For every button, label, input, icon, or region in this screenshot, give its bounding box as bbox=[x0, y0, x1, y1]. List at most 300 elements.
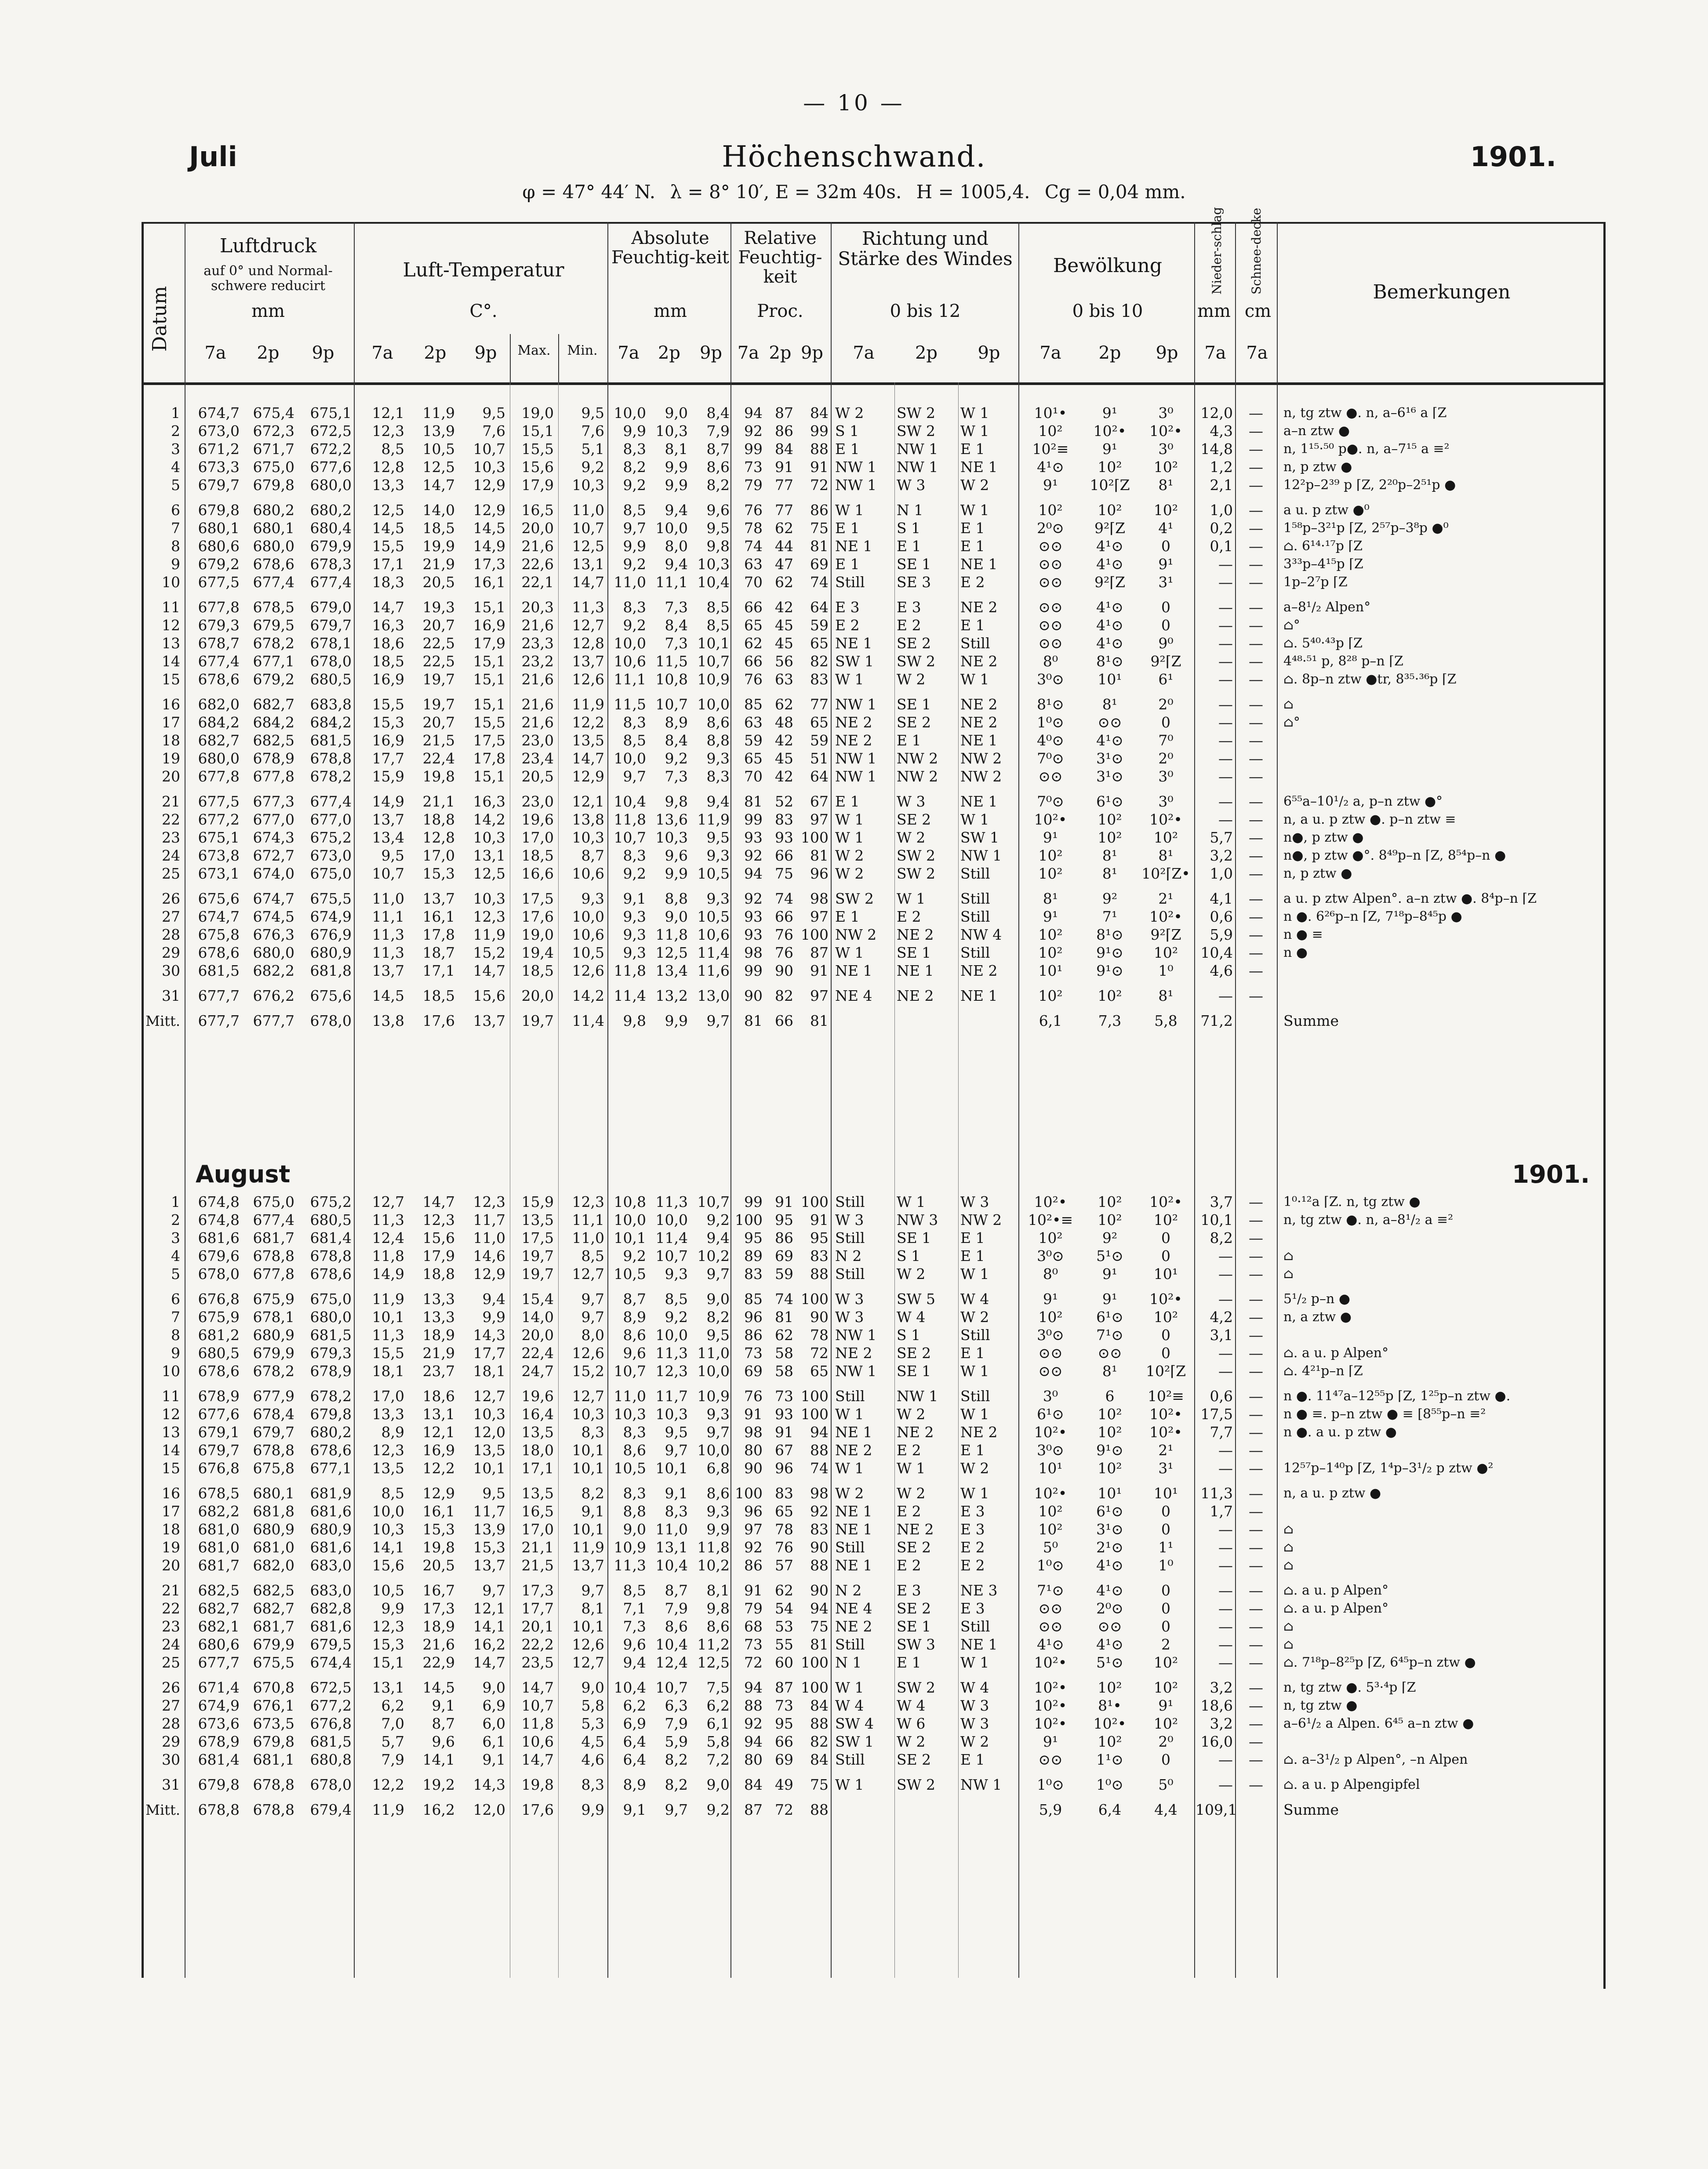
cell-lp-9p: 681,8 bbox=[310, 962, 352, 979]
header-bew-unit: 0 bis 10 bbox=[1072, 301, 1143, 321]
cell-wind-7a: W 1 bbox=[835, 501, 864, 519]
cell-abs-7a: 9,3 bbox=[623, 908, 646, 925]
cell-rel-9p: 74 bbox=[810, 574, 829, 591]
cell-rel-2p: 83 bbox=[775, 811, 793, 828]
cell-abs-9p: 10,1 bbox=[697, 635, 730, 652]
cell-day: 28 bbox=[162, 926, 180, 943]
header-temperatur-unit: C°. bbox=[469, 301, 498, 321]
cell-bemerkung: n, a ztw ● bbox=[1283, 1309, 1352, 1325]
cell-rel-7a: 99 bbox=[744, 440, 763, 458]
cell-rel-2p: 82 bbox=[775, 987, 793, 1004]
cell-t-7a: 14,9 bbox=[372, 793, 404, 810]
cell-rel-2p: 62 bbox=[775, 696, 793, 713]
cell-bew-7a: ⊙⊙ bbox=[1038, 1344, 1063, 1362]
cell-abs-2p: 11,3 bbox=[655, 1193, 688, 1210]
cell-t-2p: 15,3 bbox=[422, 1521, 455, 1538]
cell-abs-2p: 11,3 bbox=[655, 1344, 688, 1362]
header-luftdruck-sub: auf 0° und Normal-schwere reducirt bbox=[204, 263, 333, 294]
cell-t-7a: 13,5 bbox=[372, 1460, 404, 1477]
cell-wind-9p: W 1 bbox=[960, 671, 989, 688]
cell-abs-7a: 8,3 bbox=[623, 1485, 646, 1502]
cell-rel-9p: 81 bbox=[810, 538, 829, 555]
cell-t-min: 12,7 bbox=[572, 1265, 604, 1283]
cell-rel-2p: 91 bbox=[775, 1193, 793, 1210]
cell-t-max: 16,4 bbox=[521, 1406, 554, 1423]
cell-wind-2p: SW 2 bbox=[897, 865, 936, 882]
cell-lp-2p: 678,2 bbox=[253, 635, 294, 652]
cell-day: 15 bbox=[162, 1460, 180, 1477]
cell-bew-7a: 10² bbox=[1038, 926, 1063, 943]
cell-t-7a: 12,1 bbox=[372, 404, 404, 421]
cell-bemerkung: 1p–2⁷p ⌈Z bbox=[1283, 574, 1348, 590]
cell-wind-2p: NE 1 bbox=[897, 962, 934, 979]
cell-t-7a: 13,7 bbox=[372, 811, 404, 828]
cell-rel-9p: 97 bbox=[810, 811, 829, 828]
cell-niederschlag: 18,6 bbox=[1200, 1697, 1233, 1714]
cell-lp-7a: 673,6 bbox=[198, 1715, 240, 1732]
cell-t-max: 21,6 bbox=[521, 538, 554, 555]
cell-lp-9p: 679,8 bbox=[310, 1406, 352, 1423]
cell-t-max: 15,5 bbox=[521, 440, 554, 458]
cell-bew-9p: 10² bbox=[1153, 501, 1178, 519]
cell-abs-2p: 11,1 bbox=[655, 574, 688, 591]
cell-bew-2p: 9² bbox=[1102, 1229, 1118, 1246]
cell-abs-9p: 10,9 bbox=[697, 671, 730, 688]
cell-t-min: 7,6 bbox=[581, 422, 604, 440]
cell-t-2p: 13,7 bbox=[422, 890, 455, 907]
cell-lp-2p: 676,3 bbox=[253, 926, 294, 943]
cell-bemerkung: n ● ≡. p–n ztw ● ≡ [8⁵⁵p–n ≡² bbox=[1283, 1406, 1486, 1422]
cell-abs-2p: 8,2 bbox=[665, 1776, 688, 1793]
cell-t-max: 19,7 bbox=[521, 1265, 554, 1283]
cell-lp-7a: 681,2 bbox=[198, 1326, 240, 1344]
cell-abs-2p: 11,5 bbox=[655, 653, 688, 670]
cell-bew-9p: 10²• bbox=[1149, 811, 1182, 828]
cell-t-min: 5,1 bbox=[581, 440, 604, 458]
cell-t-max: 16,5 bbox=[521, 501, 554, 519]
cell-rel-2p: 83 bbox=[775, 1485, 793, 1502]
cell-schneedecke: — bbox=[1249, 768, 1263, 785]
cell-lp-2p: 678,2 bbox=[253, 1362, 294, 1380]
cell-abs-7a: 8,9 bbox=[623, 1776, 646, 1793]
cell-t-2p: 18,5 bbox=[422, 987, 455, 1004]
cell-lp-2p: 675,8 bbox=[253, 1460, 294, 1477]
mittel-lp-7a: 677,7 bbox=[198, 1012, 240, 1029]
cell-lp-7a: 671,4 bbox=[198, 1679, 240, 1696]
cell-day: 8 bbox=[171, 538, 180, 555]
cell-t-max: 17,7 bbox=[521, 1600, 554, 1617]
cell-bew-9p: 10² bbox=[1153, 829, 1178, 846]
header-wind: Richtung und Stärke des Windes bbox=[838, 228, 1013, 269]
cell-t-max: 23,2 bbox=[521, 653, 554, 670]
cell-lp-9p: 677,2 bbox=[310, 1697, 352, 1714]
cell-abs-7a: 11,8 bbox=[614, 811, 646, 828]
cell-rel-7a: 73 bbox=[744, 1636, 763, 1653]
cell-wind-9p: NW 2 bbox=[960, 750, 1002, 767]
cell-bew-2p: 9¹ bbox=[1102, 1290, 1118, 1308]
cell-bew-2p: 10²⌈Z bbox=[1090, 476, 1130, 494]
cell-day: 19 bbox=[162, 750, 180, 767]
cell-bew-9p: 2 bbox=[1161, 1636, 1170, 1653]
cell-wind-9p: NW 2 bbox=[960, 768, 1002, 785]
cell-wind-9p: NE 2 bbox=[960, 714, 998, 731]
cell-lp-7a: 677,5 bbox=[198, 574, 240, 591]
cell-rel-9p: 99 bbox=[810, 422, 829, 440]
cell-rel-9p: 65 bbox=[810, 635, 829, 652]
cell-abs-2p: 9,2 bbox=[665, 1308, 688, 1326]
cell-schneedecke: — bbox=[1249, 1654, 1263, 1671]
cell-niederschlag: 10,1 bbox=[1200, 1211, 1233, 1228]
cell-wind-7a: Still bbox=[835, 1539, 865, 1556]
cell-rel-7a: 65 bbox=[744, 750, 763, 767]
cell-abs-7a: 8,3 bbox=[623, 847, 646, 864]
cell-wind-9p: E 1 bbox=[960, 538, 985, 555]
cell-abs-9p: 10,9 bbox=[697, 1388, 730, 1405]
mittel-lp-9p: 678,0 bbox=[310, 1012, 352, 1029]
cell-t-2p: 22,9 bbox=[422, 1654, 455, 1671]
cell-abs-9p: 9,3 bbox=[706, 890, 730, 907]
cell-niederschlag: 3,1 bbox=[1210, 1326, 1233, 1344]
cell-t-2p: 12,1 bbox=[422, 1424, 455, 1441]
cell-bew-7a: ⊙⊙ bbox=[1038, 599, 1063, 616]
mittel-t-2p: 16,2 bbox=[422, 1801, 455, 1818]
cell-bew-9p: 0 bbox=[1161, 617, 1170, 634]
cell-abs-9p: 6,2 bbox=[706, 1697, 730, 1714]
cell-lp-7a: 673,8 bbox=[198, 847, 240, 864]
cell-niederschlag: 1,0 bbox=[1210, 865, 1233, 882]
cell-day: 23 bbox=[162, 829, 180, 846]
cell-bew-2p: 6¹⊙ bbox=[1096, 793, 1123, 810]
year-title: 1901. bbox=[1470, 141, 1556, 173]
cell-schneedecke: — bbox=[1249, 617, 1263, 634]
cell-niederschlag: — bbox=[1218, 1600, 1233, 1617]
cell-bew-9p: 3⁰ bbox=[1158, 793, 1174, 810]
cell-t-2p: 17,1 bbox=[422, 962, 455, 979]
cell-bemerkung: n, tg ztw ●. n, a–6¹⁶ a ⌈Z bbox=[1283, 405, 1447, 421]
cell-bew-9p: 10² bbox=[1153, 1308, 1178, 1326]
cell-abs-9p: 10,2 bbox=[697, 1247, 730, 1264]
cell-rel-7a: 80 bbox=[744, 1442, 763, 1459]
cell-abs-7a: 10,1 bbox=[614, 1229, 646, 1246]
cell-t-2p: 12,3 bbox=[422, 1211, 455, 1228]
cell-t-min: 5,8 bbox=[581, 1697, 604, 1714]
cell-t-2p: 19,3 bbox=[422, 599, 455, 616]
cell-lp-7a: 680,5 bbox=[198, 1344, 240, 1362]
cell-abs-9p: 8,2 bbox=[706, 1308, 730, 1326]
cell-bemerkung: n, a u. p ztw ●. p–n ztw ≡ bbox=[1283, 812, 1456, 827]
cell-abs-9p: 8,5 bbox=[706, 617, 730, 634]
table-frame-left bbox=[142, 222, 144, 1978]
cell-bew-2p: 9²⌈Z bbox=[1094, 574, 1126, 591]
cell-lp-7a: 677,6 bbox=[198, 1406, 240, 1423]
cell-t-2p: 19,9 bbox=[422, 538, 455, 555]
cell-rel-9p: 64 bbox=[810, 599, 829, 616]
cell-lp-2p: 680,1 bbox=[253, 520, 294, 537]
cell-schneedecke: — bbox=[1249, 908, 1263, 925]
cell-niederschlag: 1,2 bbox=[1210, 458, 1233, 476]
cell-lp-7a: 681,4 bbox=[198, 1751, 240, 1768]
cell-bemerkung: n, p ztw ● bbox=[1283, 459, 1352, 475]
cell-abs-7a: 9,6 bbox=[623, 1344, 646, 1362]
cell-lp-7a: 678,5 bbox=[198, 1485, 240, 1502]
cell-t-9p: 15,1 bbox=[473, 653, 505, 670]
cell-t-max: 23,0 bbox=[521, 732, 554, 749]
mittel-abs-7a: 9,8 bbox=[623, 1012, 646, 1029]
cell-rel-7a: 100 bbox=[735, 1485, 763, 1502]
cell-lp-2p: 674,7 bbox=[253, 890, 294, 907]
cell-t-9p: 6,1 bbox=[482, 1733, 505, 1750]
cell-rel-2p: 87 bbox=[775, 1679, 793, 1696]
cell-bew-7a: 2⁰⊙ bbox=[1037, 520, 1064, 537]
cell-rel-2p: 54 bbox=[775, 1600, 793, 1617]
cell-bew-9p: 7⁰ bbox=[1158, 732, 1174, 749]
cell-lp-7a: 677,4 bbox=[198, 653, 240, 670]
cell-abs-2p: 10,4 bbox=[655, 1557, 688, 1574]
cell-rel-9p: 88 bbox=[810, 440, 829, 458]
cell-rel-7a: 85 bbox=[744, 696, 763, 713]
cell-wind-9p: Still bbox=[960, 908, 990, 925]
cell-bew-9p: 1⁰ bbox=[1158, 1557, 1174, 1574]
cell-lp-2p: 679,8 bbox=[253, 1733, 294, 1750]
cell-t-7a: 11,3 bbox=[372, 926, 404, 943]
cell-rel-9p: 77 bbox=[810, 696, 829, 713]
cell-schneedecke: — bbox=[1249, 1344, 1263, 1362]
cell-bew-7a: ⊙⊙ bbox=[1038, 768, 1063, 785]
cell-rel-7a: 73 bbox=[744, 1344, 763, 1362]
cell-niederschlag: 3,2 bbox=[1210, 847, 1233, 864]
cell-schneedecke: — bbox=[1249, 556, 1263, 573]
cell-abs-7a: 9,9 bbox=[623, 422, 646, 440]
cell-t-7a: 10,1 bbox=[372, 1308, 404, 1326]
cell-bew-7a: 10² bbox=[1038, 501, 1063, 519]
cell-lp-2p: 677,3 bbox=[253, 793, 294, 810]
mittel-bew-7a: 5,9 bbox=[1039, 1801, 1062, 1818]
cell-t-7a: 11,9 bbox=[372, 1290, 404, 1308]
cell-lp-9p: 676,8 bbox=[310, 1715, 352, 1732]
cell-t-2p: 9,1 bbox=[432, 1697, 455, 1714]
cell-wind-9p: W 1 bbox=[960, 1265, 989, 1283]
cell-schneedecke: — bbox=[1249, 422, 1263, 440]
cell-day: 30 bbox=[162, 962, 180, 979]
cell-t-9p: 9,9 bbox=[482, 1308, 505, 1326]
cell-bew-7a: 10²• bbox=[1034, 1679, 1067, 1696]
cell-abs-9p: 10,5 bbox=[697, 908, 730, 925]
cell-t-7a: 12,3 bbox=[372, 1442, 404, 1459]
cell-niederschlag: 17,5 bbox=[1200, 1406, 1233, 1423]
cell-bew-2p: 10² bbox=[1097, 1424, 1122, 1441]
cell-rel-9p: 81 bbox=[810, 1636, 829, 1653]
cell-wind-9p: E 1 bbox=[960, 520, 985, 537]
hdr-lp-9p: 9p bbox=[312, 343, 334, 363]
cell-abs-7a: 9,1 bbox=[623, 890, 646, 907]
cell-abs-2p: 6,3 bbox=[665, 1697, 688, 1714]
cell-t-max: 22,1 bbox=[521, 574, 554, 591]
cell-wind-7a: W 3 bbox=[835, 1290, 864, 1308]
cell-wind-7a: NE 1 bbox=[835, 538, 872, 555]
hdr-rel-7a: 7a bbox=[737, 343, 760, 363]
cell-abs-2p: 10,1 bbox=[655, 1460, 688, 1477]
cell-lp-7a: 675,8 bbox=[198, 926, 240, 943]
table-frame-right bbox=[1603, 222, 1606, 1989]
cell-rel-2p: 49 bbox=[775, 1776, 793, 1793]
cell-t-min: 13,7 bbox=[572, 1557, 604, 1574]
cell-t-max: 20,0 bbox=[521, 520, 554, 537]
cell-abs-2p: 11,8 bbox=[655, 926, 688, 943]
cell-bew-7a: 1⁰⊙ bbox=[1037, 1776, 1064, 1793]
cell-abs-9p: 9,8 bbox=[706, 1600, 730, 1617]
cell-abs-7a: 6,9 bbox=[623, 1715, 646, 1732]
cell-rel-2p: 62 bbox=[775, 1326, 793, 1344]
cell-t-7a: 10,7 bbox=[372, 865, 404, 882]
cell-t-max: 14,0 bbox=[521, 1308, 554, 1326]
cell-wind-7a: NE 2 bbox=[835, 1344, 872, 1362]
cell-lp-2p: 677,4 bbox=[253, 1211, 294, 1228]
cell-schneedecke: — bbox=[1249, 696, 1263, 713]
cell-lp-7a: 674,8 bbox=[198, 1193, 240, 1210]
cell-t-2p: 12,2 bbox=[422, 1460, 455, 1477]
cell-abs-7a: 9,2 bbox=[623, 865, 646, 882]
cell-lp-9p: 677,4 bbox=[310, 793, 352, 810]
cell-rel-2p: 45 bbox=[775, 750, 793, 767]
cell-lp-7a: 680,6 bbox=[198, 1636, 240, 1653]
cell-lp-9p: 681,5 bbox=[310, 1326, 352, 1344]
cell-rel-2p: 47 bbox=[775, 556, 793, 573]
cell-day: 16 bbox=[162, 1485, 180, 1502]
cell-bemerkung: ⌂. 6¹⁴·¹⁷p ⌈Z bbox=[1283, 538, 1363, 554]
cell-niederschlag: — bbox=[1218, 768, 1233, 785]
cell-t-9p: 10,3 bbox=[473, 1406, 505, 1423]
cell-wind-2p: S 1 bbox=[897, 1247, 921, 1264]
cell-t-max: 10,6 bbox=[521, 1733, 554, 1750]
cell-day: 1 bbox=[171, 404, 180, 421]
cell-t-max: 21,5 bbox=[521, 1557, 554, 1574]
cell-wind-7a: NE 2 bbox=[835, 1618, 872, 1635]
cell-bew-2p: 10²• bbox=[1093, 422, 1127, 440]
cell-t-9p: 11,9 bbox=[473, 926, 505, 943]
cell-schneedecke: — bbox=[1249, 1618, 1263, 1635]
cell-niederschlag: — bbox=[1218, 987, 1233, 1004]
cell-day: 5 bbox=[171, 1265, 180, 1283]
cell-t-9p: 6,0 bbox=[482, 1715, 505, 1732]
cell-wind-2p: SE 2 bbox=[897, 714, 931, 731]
mittel-abs-2p: 9,9 bbox=[665, 1012, 688, 1029]
cell-t-7a: 5,7 bbox=[381, 1733, 404, 1750]
cell-t-9p: 12,3 bbox=[473, 908, 505, 925]
cell-wind-9p: NE 2 bbox=[960, 696, 998, 713]
cell-rel-2p: 74 bbox=[775, 1290, 793, 1308]
cell-t-min: 5,3 bbox=[581, 1715, 604, 1732]
cell-abs-7a: 8,3 bbox=[623, 1424, 646, 1441]
cell-bew-2p: 3¹⊙ bbox=[1096, 768, 1123, 785]
cell-niederschlag: — bbox=[1218, 1539, 1233, 1556]
cell-t-9p: 16,2 bbox=[473, 1636, 505, 1653]
cell-t-7a: 17,7 bbox=[372, 750, 404, 767]
cell-t-7a: 13,7 bbox=[372, 962, 404, 979]
cell-t-7a: 12,3 bbox=[372, 422, 404, 440]
cell-schneedecke: — bbox=[1249, 1600, 1263, 1617]
cell-wind-2p: SE 2 bbox=[897, 1751, 931, 1768]
cell-abs-9p: 9,7 bbox=[706, 1265, 730, 1283]
cell-abs-7a: 11,5 bbox=[614, 696, 646, 713]
cell-rel-7a: 90 bbox=[744, 1460, 763, 1477]
mittel-t-max: 19,7 bbox=[521, 1012, 554, 1029]
cell-bew-7a: 10² bbox=[1038, 1503, 1063, 1520]
cell-day: 31 bbox=[162, 987, 180, 1004]
cell-t-max: 19,8 bbox=[521, 1776, 554, 1793]
cell-t-7a: 12,8 bbox=[372, 458, 404, 476]
cell-rel-9p: 88 bbox=[810, 1442, 829, 1459]
cell-schneedecke: — bbox=[1249, 520, 1263, 537]
col-line bbox=[730, 222, 731, 1978]
cell-t-max: 10,7 bbox=[521, 1697, 554, 1714]
cell-lp-9p: 680,5 bbox=[310, 671, 352, 688]
cell-bemerkung: n ●. 11⁴⁷a–12⁵⁵p ⌈Z, 1²⁵p–n ztw ●. bbox=[1283, 1388, 1511, 1404]
cell-t-9p: 13,1 bbox=[473, 847, 505, 864]
cell-bew-9p: 3⁰ bbox=[1158, 768, 1174, 785]
cell-t-2p: 17,3 bbox=[422, 1600, 455, 1617]
cell-bew-9p: 10²• bbox=[1149, 1193, 1182, 1210]
cell-t-9p: 17,7 bbox=[473, 1344, 505, 1362]
cell-schneedecke: — bbox=[1249, 1503, 1263, 1520]
cell-t-min: 8,5 bbox=[581, 1247, 604, 1264]
cell-abs-9p: 9,9 bbox=[706, 1521, 730, 1538]
cell-niederschlag: 3,2 bbox=[1210, 1715, 1233, 1732]
coord-height: H = 1005,4. bbox=[916, 181, 1030, 203]
cell-lp-2p: 676,1 bbox=[253, 1697, 294, 1714]
cell-wind-7a: NE 2 bbox=[835, 1442, 872, 1459]
cell-abs-9p: 11,0 bbox=[697, 1344, 730, 1362]
cell-abs-2p: 13,1 bbox=[655, 1539, 688, 1556]
cell-t-9p: 14,3 bbox=[473, 1326, 505, 1344]
cell-abs-2p: 11,4 bbox=[655, 1229, 688, 1246]
cell-day: 31 bbox=[162, 1776, 180, 1793]
cell-lp-7a: 682,1 bbox=[198, 1618, 240, 1635]
cell-bemerkung: ⌂. a u. p Alpen° bbox=[1283, 1345, 1389, 1361]
cell-day: 22 bbox=[162, 811, 180, 828]
cell-day: 12 bbox=[162, 1406, 180, 1423]
cell-lp-9p: 677,1 bbox=[310, 1460, 352, 1477]
cell-lp-2p: 682,7 bbox=[253, 696, 294, 713]
cell-bew-9p: 10²• bbox=[1149, 908, 1182, 925]
cell-schneedecke: — bbox=[1249, 1326, 1263, 1344]
cell-bew-2p: 2¹⊙ bbox=[1096, 1539, 1123, 1556]
cell-wind-7a: W 1 bbox=[835, 829, 864, 846]
cell-rel-7a: 84 bbox=[744, 1776, 763, 1793]
cell-t-7a: 12,3 bbox=[372, 1618, 404, 1635]
cell-abs-9p: 6,8 bbox=[706, 1460, 730, 1477]
cell-rel-9p: 97 bbox=[810, 908, 829, 925]
cell-bemerkung: ⌂ bbox=[1283, 1522, 1294, 1537]
cell-abs-9p: 7,2 bbox=[706, 1751, 730, 1768]
cell-lp-9p: 677,6 bbox=[310, 458, 352, 476]
hdr-t-7a: 7a bbox=[371, 343, 393, 363]
cell-wind-9p: W 1 bbox=[960, 1485, 989, 1502]
cell-t-max: 23,4 bbox=[521, 750, 554, 767]
cell-t-min: 12,9 bbox=[572, 768, 604, 785]
cell-rel-2p: 53 bbox=[775, 1618, 793, 1635]
cell-bemerkung: 12⁵⁷p–1⁴⁰p ⌈Z, 1⁴p–3¹/₂ p ztw ●² bbox=[1283, 1461, 1494, 1476]
cell-bew-2p: 9¹⊙ bbox=[1096, 962, 1123, 979]
cell-wind-2p: SW 2 bbox=[897, 1679, 936, 1696]
cell-rel-9p: 65 bbox=[810, 714, 829, 731]
cell-rel-2p: 84 bbox=[775, 440, 793, 458]
cell-abs-7a: 10,4 bbox=[614, 1679, 646, 1696]
cell-abs-9p: 8,5 bbox=[706, 599, 730, 616]
cell-lp-9p: 681,6 bbox=[310, 1618, 352, 1635]
cell-wind-9p: E 1 bbox=[960, 440, 985, 458]
cell-lp-7a: 677,8 bbox=[198, 768, 240, 785]
cell-bemerkung: ⌂. a u. p Alpen° bbox=[1283, 1583, 1389, 1598]
